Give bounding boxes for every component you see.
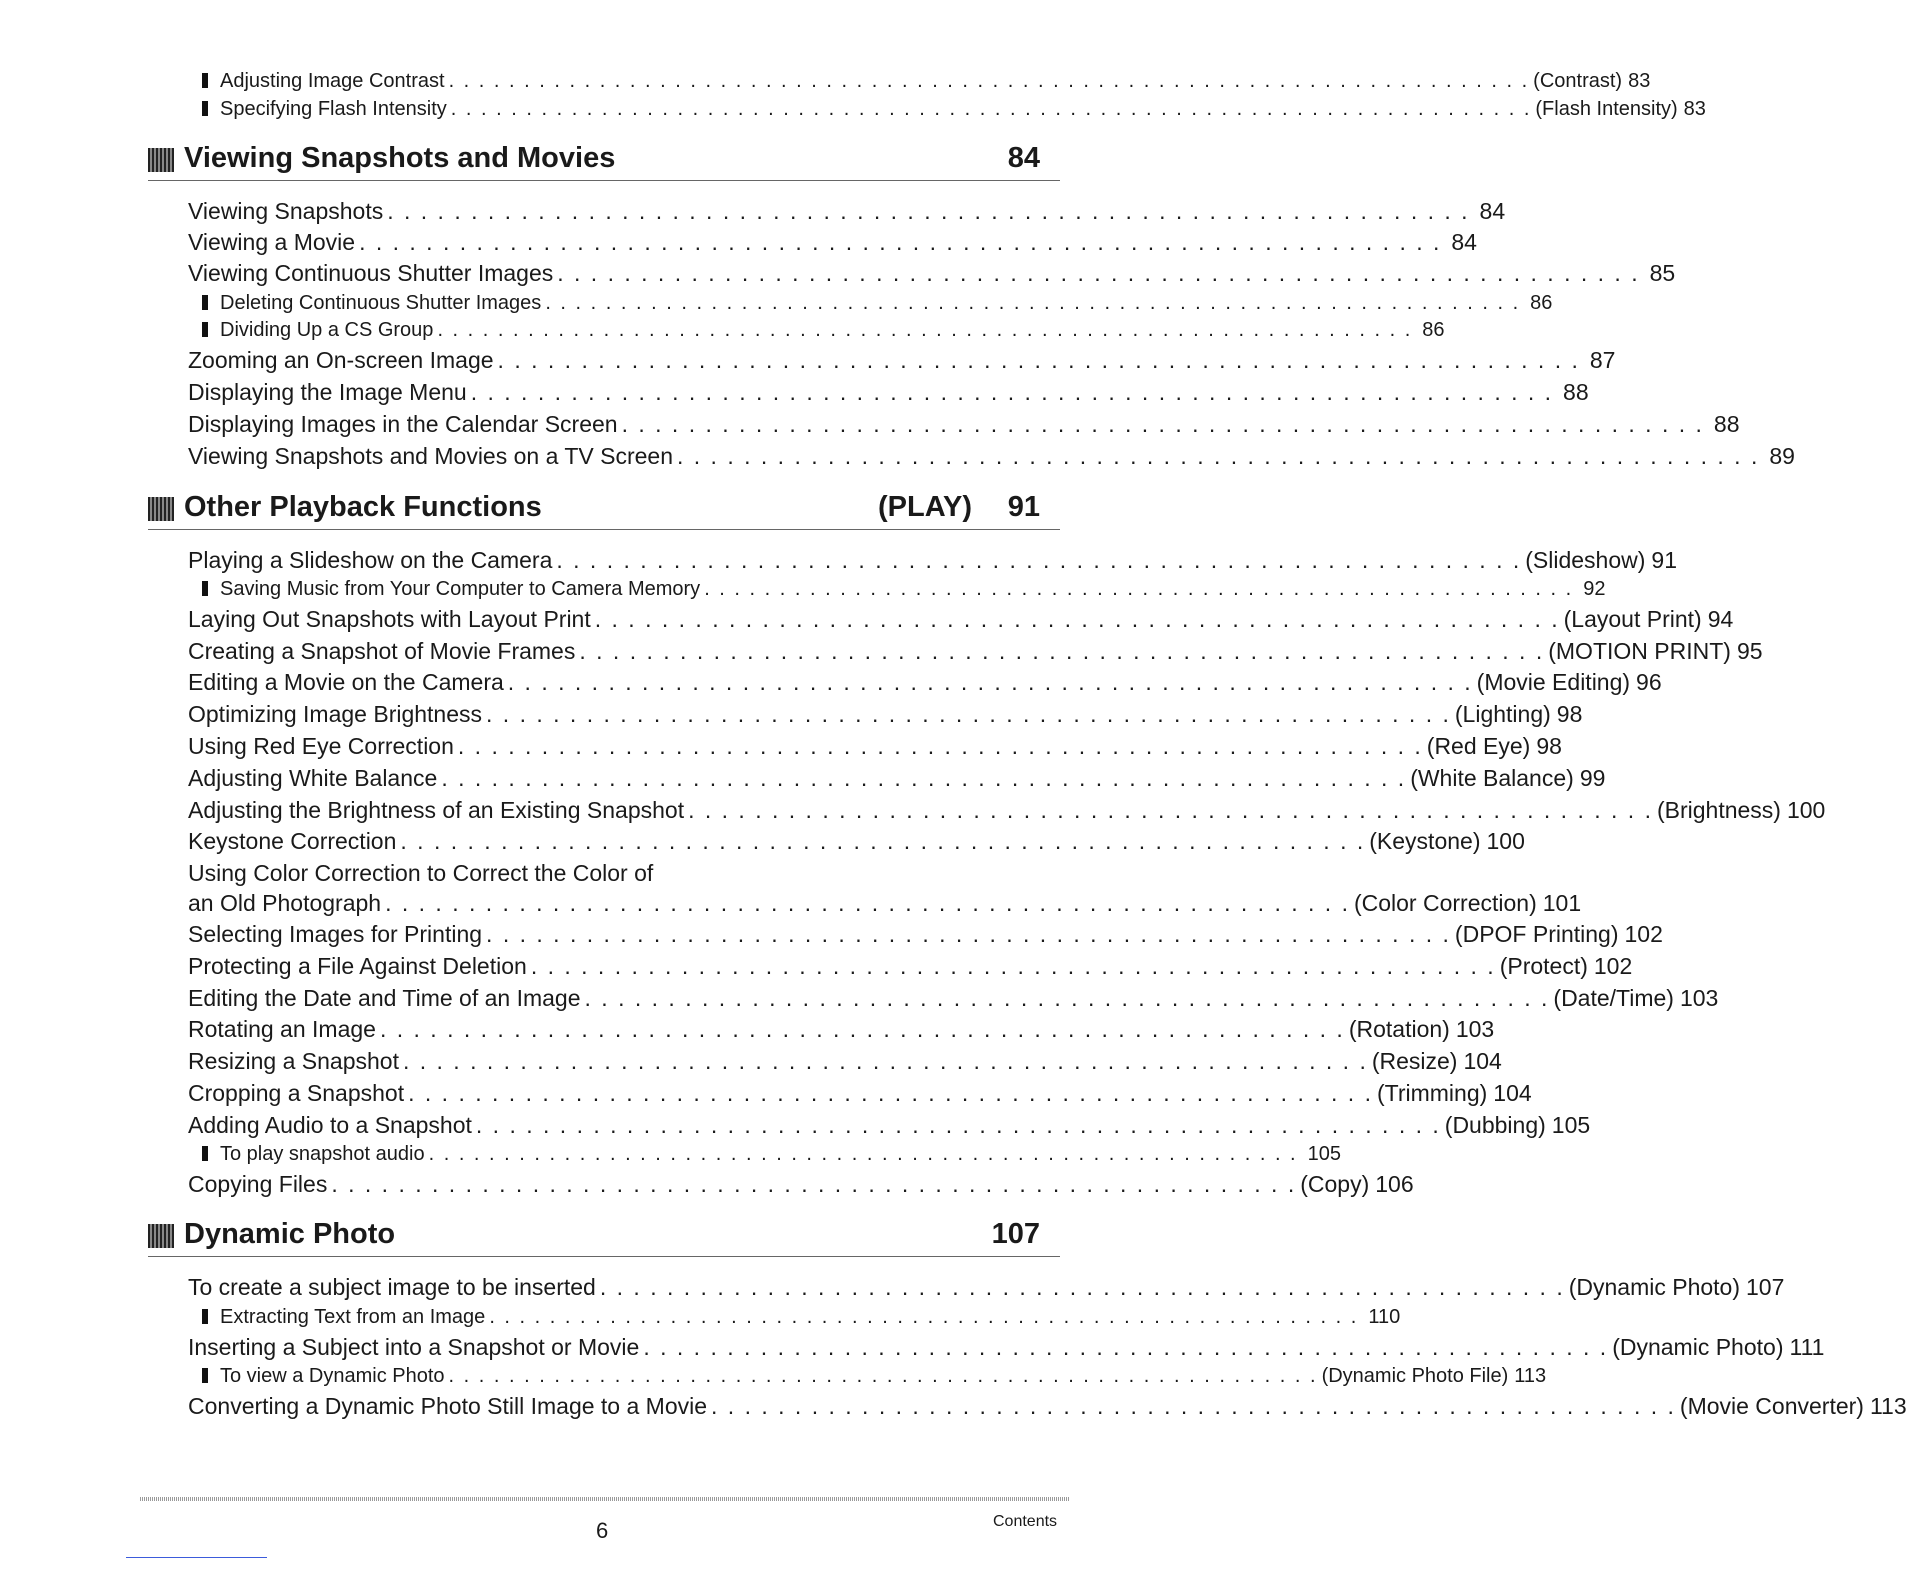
entry-page: 102 bbox=[1624, 921, 1663, 947]
entry-title: Optimizing Image Brightness bbox=[188, 701, 483, 727]
leader-dots: . . . . . . . . . . . . . . . . . . . . . . . . . . . . . . . . . . . . . . . . . . . . . . . . . . . . . . . . . . bbox=[643, 1334, 1609, 1360]
section-title: Viewing Snapshots and Movies bbox=[184, 142, 616, 174]
entry-page: 100 bbox=[1786, 797, 1826, 823]
leader-dots: . . . . . . . . . . . . . . . . . . . . . . . . . . . . . . . . . . . . . . . . . . . . . . . . . . . . . . . . . . bbox=[441, 765, 1407, 791]
entry-page: 94 bbox=[1707, 606, 1734, 632]
toc-entry[interactable] bbox=[188, 409, 1740, 439]
entry-title: Deleting Continuous Shutter Images bbox=[220, 292, 542, 314]
toc-entry[interactable] bbox=[188, 227, 1477, 257]
entry-title: To view a Dynamic Photo bbox=[220, 1365, 445, 1387]
entry-page: 96 bbox=[1636, 669, 1662, 695]
leader-dots: . . . . . . . . . . . . . . . . . . . . . . . . . . . . . . . . . . . . . . . . . . . . . . . . . . . . . . . . . . bbox=[457, 733, 1423, 759]
leader-dots: . . . . . . . . . . . . . . . . . . . . . . . . . . . . . . . . . . . . . . . . . . . . . . . . . . . . . . . . . . . . . . . . . . . . . . . . bbox=[450, 98, 1532, 120]
entry-keyword: (Red Eye) bbox=[1426, 733, 1531, 759]
entry-page: 100 bbox=[1486, 828, 1525, 854]
bullet-icon bbox=[202, 322, 208, 337]
leader-dots: . . . . . . . . . . . . . . . . . . . . . . . . . . . . . . . . . . . . . . . . . . . . . . . . . . . . . . . . . . bbox=[385, 890, 1350, 916]
leader-dots: . . . . . . . . . . . . . . . . . . . . . . . . . . . . . . . . . . . . . . . . . . . . . . . . . . . . . . . . . . bbox=[704, 578, 1574, 600]
leader-dots: . . . . . . . . . . . . . . . . . . . . . . . . . . . . . . . . . . . . . . . . . . . . . . . . . . . . . . . . . . . . . . . . . bbox=[621, 411, 1704, 437]
toc-subentry[interactable] bbox=[202, 68, 1651, 94]
section-page: 91 bbox=[1007, 491, 1040, 523]
page-number: 6 bbox=[596, 1518, 609, 1543]
entry-page: 104 bbox=[1463, 1048, 1502, 1074]
entry-keyword: (Color Correction) bbox=[1353, 890, 1537, 916]
section-marker-icon bbox=[148, 497, 174, 521]
leader-dots: . . . . . . . . . . . . . . . . . . . . . . . . . . . . . . . . . . . . . . . . . . . . . . . . . . . . . . . . . . bbox=[599, 1274, 1565, 1300]
section-marker-icon bbox=[148, 1224, 174, 1248]
section-page: 84 bbox=[1007, 142, 1040, 174]
leader-dots: . . . . . . . . . . . . . . . . . . . . . . . . . . . . . . . . . . . . . . . . . . . . . . . . . . . . . . . . . . . . . . . . . bbox=[470, 379, 1554, 405]
entry-title: Dividing Up a CS Group bbox=[220, 319, 434, 341]
entry-page: 98 bbox=[1556, 701, 1583, 727]
leader-dots: . . . . . . . . . . . . . . . . . . . . . . . . . . . . . . . . . . . . . . . . . . . . . . . . . . . . . . . . . . bbox=[584, 985, 1550, 1011]
toc-entry[interactable] bbox=[188, 377, 1589, 407]
toc-entry[interactable] bbox=[188, 258, 1676, 288]
section-keyword: (PLAY) bbox=[878, 491, 972, 523]
entry-keyword: (Lighting) bbox=[1454, 701, 1551, 727]
entry-keyword: (Resize) bbox=[1371, 1048, 1458, 1074]
bullet-icon bbox=[202, 1368, 208, 1383]
toc-subentry[interactable] bbox=[202, 317, 1445, 343]
toc-entry[interactable] bbox=[188, 763, 1606, 793]
entry-title: Adding Audio to a Snapshot bbox=[188, 1112, 472, 1138]
toc-entry[interactable] bbox=[188, 1391, 1907, 1421]
leader-dots: . . . . . . . . . . . . . . . . . . . . . . . . . . . . . . . . . . . . . . . . . . . . . . . . . . . . . . . . . . . . . . . . . bbox=[557, 260, 1640, 286]
entry-title: Inserting a Subject into a Snapshot or Movie bbox=[188, 1334, 640, 1360]
leader-dots: . . . . . . . . . . . . . . . . . . . . . . . . . . . . . . . . . . . . . . . . . . . . . . . . . . . . . . . . . . bbox=[507, 669, 1473, 695]
entry-title: Displaying Images in the Calendar Screen bbox=[188, 411, 618, 437]
leader-dots: . . . . . . . . . . . . . . . . . . . . . . . . . . . . . . . . . . . . . . . . . . . . . . . . . . . . . . . . . . . . . . . . . . . . . . . . bbox=[448, 70, 1530, 92]
toc-subentry[interactable] bbox=[202, 290, 1553, 316]
entry-title: Resizing a Snapshot bbox=[188, 1048, 399, 1074]
toc-entry[interactable] bbox=[188, 345, 1616, 375]
entry-title: Specifying Flash Intensity bbox=[220, 98, 447, 120]
entry-title: Using Red Eye Correction bbox=[188, 733, 454, 759]
toc-entry[interactable] bbox=[188, 983, 1719, 1013]
entry-page: 83 bbox=[1683, 98, 1706, 120]
entry-page: 110 bbox=[1368, 1306, 1401, 1328]
leader-dots: . . . . . . . . . . . . . . . . . . . . . . . . . . . . . . . . . . . . . . . . . . . . . . . . . . . . . . . . . . bbox=[475, 1112, 1441, 1138]
bullet-icon bbox=[202, 1309, 208, 1324]
entry-keyword: (Contrast) bbox=[1533, 70, 1623, 92]
bullet-icon bbox=[202, 101, 208, 116]
entry-title: To create a subject image to be inserted bbox=[188, 1274, 596, 1300]
entry-keyword: (Trimming) bbox=[1376, 1080, 1488, 1106]
toc-entry[interactable] bbox=[188, 1014, 1495, 1044]
toc-subentry[interactable] bbox=[202, 96, 1706, 122]
entry-title: Rotating an Image bbox=[188, 1016, 376, 1042]
entry-page: 85 bbox=[1649, 260, 1676, 286]
entry-title: Converting a Dynamic Photo Still Image to a Movie bbox=[188, 1393, 708, 1419]
entry-keyword: (Flash Intensity) bbox=[1535, 98, 1678, 120]
entry-page: 105 bbox=[1551, 1112, 1591, 1138]
entry-keyword: (DPOF Printing) bbox=[1454, 921, 1619, 947]
leader-dots: . . . . . . . . . . . . . . . . . . . . . . . . . . . . . . . . . . . . . . . . . . . . . . . . . . . . . . . . . . bbox=[428, 1143, 1298, 1165]
entry-title: Laying Out Snapshots with Layout Print bbox=[188, 606, 591, 632]
entry-page: 104 bbox=[1493, 1080, 1532, 1106]
entry-title: Saving Music from Your Computer to Camera Memory bbox=[220, 578, 701, 600]
toc-entry[interactable] bbox=[188, 545, 1677, 575]
leader-dots: . . . . . . . . . . . . . . . . . . . . . . . . . . . . . . . . . . . . . . . . . . . . . . . . . . . . . . . . . . bbox=[579, 638, 1545, 664]
toc-entry[interactable] bbox=[188, 826, 1525, 856]
bullet-icon bbox=[202, 581, 208, 596]
entry-title: Cropping a Snapshot bbox=[188, 1080, 405, 1106]
entry-title: Selecting Images for Printing bbox=[188, 921, 483, 947]
section-title: Dynamic Photo bbox=[184, 1218, 396, 1250]
entry-page: 111 bbox=[1789, 1334, 1825, 1360]
entry-page: 92 bbox=[1583, 578, 1606, 600]
entry-title-continued: an Old Photograph bbox=[188, 890, 382, 916]
entry-page: 95 bbox=[1736, 638, 1763, 664]
leader-dots: . . . . . . . . . . . . . . . . . . . . . . . . . . . . . . . . . . . . . . . . . . . . . . . . . . . . . . . . . . bbox=[402, 1048, 1368, 1074]
toc-entry[interactable] bbox=[188, 795, 1826, 825]
entry-keyword: (Copy) bbox=[1300, 1171, 1370, 1197]
entry-title: Adjusting Image Contrast bbox=[220, 70, 445, 92]
entry-keyword: (Dynamic Photo) bbox=[1568, 1274, 1741, 1300]
entry-page: 84 bbox=[1451, 229, 1477, 255]
entry-title: To play snapshot audio bbox=[220, 1143, 425, 1165]
section-heading-viewing[interactable] bbox=[148, 140, 1060, 181]
toc-entry[interactable] bbox=[188, 1272, 1785, 1302]
entry-keyword: (Date/Time) bbox=[1553, 985, 1674, 1011]
entry-keyword: (Dynamic Photo File) bbox=[1321, 1365, 1509, 1387]
entry-page: 107 bbox=[1746, 1274, 1785, 1300]
leader-dots: . . . . . . . . . . . . . . . . . . . . . . . . . . . . . . . . . . . . . . . . . . . . . . . . . . . . . . . . . . bbox=[688, 797, 1653, 823]
entry-title: Creating a Snapshot of Movie Frames bbox=[188, 638, 576, 664]
toc-entry[interactable] bbox=[188, 919, 1663, 949]
toc-entry[interactable] bbox=[188, 196, 1506, 226]
entry-title: Adjusting the Brightness of an Existing Snapshot bbox=[188, 797, 685, 823]
leader-dots: . . . . . . . . . . . . . . . . . . . . . . . . . . . . . . . . . . . . . . . . . . . . . . . . . . . . . . . . . . bbox=[594, 606, 1560, 632]
leader-dots: . . . . . . . . . . . . . . . . . . . . . . . . . . . . . . . . . . . . . . . . . . . . . . . . . . . . . . . . . . bbox=[556, 547, 1522, 573]
toc-entry[interactable] bbox=[188, 1169, 1414, 1199]
entry-title: Displaying the Image Menu bbox=[188, 379, 467, 405]
entry-page: 88 bbox=[1713, 411, 1740, 437]
entry-page: 99 bbox=[1579, 765, 1606, 791]
entry-page: 105 bbox=[1307, 1143, 1341, 1165]
entry-title: Editing a Movie on the Camera bbox=[188, 669, 504, 695]
section-marker-icon bbox=[148, 148, 174, 172]
toc-entry[interactable] bbox=[188, 441, 1795, 471]
entry-page: 84 bbox=[1479, 198, 1506, 224]
entry-keyword: (Brightness) bbox=[1656, 797, 1781, 823]
entry-page: 103 bbox=[1679, 985, 1719, 1011]
leader-dots: . . . . . . . . . . . . . . . . . . . . . . . . . . . . . . . . . . . . . . . . . . . . . . . . . . . . . . . . . . bbox=[379, 1016, 1345, 1042]
entry-page: 103 bbox=[1455, 1016, 1495, 1042]
leader-dots: . . . . . . . . . . . . . . . . . . . . . . . . . . . . . . . . . . . . . . . . . . . . . . . . . . . . . . . . . . bbox=[331, 1171, 1297, 1197]
toc-subentry[interactable] bbox=[202, 1363, 1547, 1389]
entry-page: 113 bbox=[1514, 1365, 1547, 1387]
leader-dots: . . . . . . . . . . . . . . . . . . . . . . . . . . . . . . . . . . . . . . . . . . . . . . . . . . . . . . . . . . . . . . . . . bbox=[545, 292, 1521, 314]
entry-keyword: (Layout Print) bbox=[1563, 606, 1702, 632]
toc-entry[interactable] bbox=[188, 1332, 1825, 1362]
entry-page: 89 bbox=[1769, 443, 1795, 469]
footer-section-name: Contents bbox=[993, 1513, 1058, 1530]
entry-page: 102 bbox=[1593, 953, 1633, 979]
leader-dots: . . . . . . . . . . . . . . . . . . . . . . . . . . . . . . . . . . . . . . . . . . . . . . . . . . . . . . . . . . bbox=[530, 953, 1496, 979]
section-title: Other Playback Functions bbox=[184, 491, 542, 523]
entry-keyword: (Protect) bbox=[1499, 953, 1588, 979]
leader-dots: . . . . . . . . . . . . . . . . . . . . . . . . . . . . . . . . . . . . . . . . . . . . . . . . . . . . . . . . . . . . . . . . . bbox=[677, 443, 1760, 469]
leader-dots: . . . . . . . . . . . . . . . . . . . . . . . . . . . . . . . . . . . . . . . . . . . . . . . . . . . . . . . . . . bbox=[489, 1306, 1359, 1328]
toc-entry[interactable] bbox=[188, 731, 1562, 761]
entry-page: 98 bbox=[1536, 733, 1562, 759]
entry-keyword: (Dynamic Photo) bbox=[1612, 1334, 1784, 1360]
entry-title: Playing a Slideshow on the Camera bbox=[188, 547, 553, 573]
bullet-icon bbox=[202, 295, 208, 310]
section-heading-dynamic-photo[interactable] bbox=[148, 1216, 1060, 1257]
entry-keyword: (Rotation) bbox=[1348, 1016, 1450, 1042]
leader-dots: . . . . . . . . . . . . . . . . . . . . . . . . . . . . . . . . . . . . . . . . . . . . . . . . . . . . . . . . . . . . . . . . . bbox=[497, 347, 1580, 373]
leader-dots: . . . . . . . . . . . . . . . . . . . . . . . . . . . . . . . . . . . . . . . . . . . . . . . . . . . . . . . . . . . . . . . . . bbox=[359, 229, 1442, 255]
entry-page: 101 bbox=[1542, 890, 1582, 916]
section-heading-playback[interactable] bbox=[148, 489, 1060, 530]
toc-entry[interactable] bbox=[188, 1046, 1502, 1076]
entry-title: Copying Files bbox=[188, 1171, 328, 1197]
entry-page: 91 bbox=[1651, 547, 1677, 573]
entry-keyword: (Dubbing) bbox=[1444, 1112, 1546, 1138]
toc-entry[interactable] bbox=[188, 858, 1582, 918]
toc-entry[interactable] bbox=[188, 667, 1662, 697]
toc-subentry[interactable] bbox=[202, 1141, 1341, 1167]
entry-page: 86 bbox=[1530, 292, 1553, 314]
entry-page: 87 bbox=[1589, 347, 1616, 373]
entry-page: 83 bbox=[1628, 70, 1651, 92]
leader-dots: . . . . . . . . . . . . . . . . . . . . . . . . . . . . . . . . . . . . . . . . . . . . . . . . . . . . . . . . . . bbox=[408, 1080, 1373, 1106]
bullet-icon bbox=[202, 73, 208, 88]
toc-entry[interactable] bbox=[188, 699, 1583, 729]
leader-dots: . . . . . . . . . . . . . . . . . . . . . . . . . . . . . . . . . . . . . . . . . . . . . . . . . . . . . . . . . . bbox=[448, 1365, 1318, 1387]
entry-title: Editing the Date and Time of an Image bbox=[188, 985, 581, 1011]
toc-subentry[interactable] bbox=[202, 1304, 1401, 1330]
leader-dots: . . . . . . . . . . . . . . . . . . . . . . . . . . . . . . . . . . . . . . . . . . . . . . . . . . . . . . . . . . bbox=[711, 1393, 1676, 1419]
entry-keyword: (White Balance) bbox=[1410, 765, 1574, 791]
toc-subentry[interactable] bbox=[202, 576, 1606, 602]
entry-title: Zooming an On-screen Image bbox=[188, 347, 494, 373]
leader-dots: . . . . . . . . . . . . . . . . . . . . . . . . . . . . . . . . . . . . . . . . . . . . . . . . . . . . . . . . . . . . . . . . . bbox=[437, 319, 1413, 341]
entry-keyword: (Movie Converter) bbox=[1679, 1393, 1864, 1419]
toc-entry[interactable] bbox=[188, 604, 1734, 634]
entry-keyword: (Keystone) bbox=[1369, 828, 1481, 854]
entry-keyword: (Slideshow) bbox=[1525, 547, 1646, 573]
section-page: 107 bbox=[991, 1218, 1040, 1250]
toc-entry[interactable] bbox=[188, 1078, 1532, 1108]
toc-entry[interactable] bbox=[188, 636, 1763, 666]
entry-page: 88 bbox=[1563, 379, 1589, 405]
entry-page: 86 bbox=[1422, 319, 1445, 341]
entry-title: Viewing a Movie bbox=[188, 229, 356, 255]
entry-page: 106 bbox=[1375, 1171, 1414, 1197]
entry-title: Viewing Snapshots bbox=[188, 198, 384, 224]
entry-title: Adjusting White Balance bbox=[188, 765, 438, 791]
leader-dots: . . . . . . . . . . . . . . . . . . . . . . . . . . . . . . . . . . . . . . . . . . . . . . . . . . . . . . . . . . bbox=[400, 828, 1366, 854]
entry-keyword: (MOTION PRINT) bbox=[1548, 638, 1731, 664]
entry-title: Extracting Text from an Image bbox=[220, 1306, 486, 1328]
entry-page: 113 bbox=[1869, 1393, 1907, 1419]
leader-dots: . . . . . . . . . . . . . . . . . . . . . . . . . . . . . . . . . . . . . . . . . . . . . . . . . . . . . . . . . . bbox=[486, 701, 1451, 727]
entry-title: Viewing Snapshots and Movies on a TV Screen bbox=[188, 443, 673, 469]
footnote-rule bbox=[126, 1557, 267, 1558]
leader-dots: . . . . . . . . . . . . . . . . . . . . . . . . . . . . . . . . . . . . . . . . . . . . . . . . . . . . . . . . . . bbox=[486, 921, 1451, 947]
toc-entry[interactable] bbox=[188, 951, 1633, 981]
leader-dots: . . . . . . . . . . . . . . . . . . . . . . . . . . . . . . . . . . . . . . . . . . . . . . . . . . . . . . . . . . . . . . . . . bbox=[387, 198, 1470, 224]
entry-title: Protecting a File Against Deletion bbox=[188, 953, 527, 979]
bullet-icon bbox=[202, 1146, 208, 1161]
footer-divider bbox=[140, 1497, 1070, 1501]
entry-keyword: (Movie Editing) bbox=[1476, 669, 1631, 695]
entry-title: Using Color Correction to Correct the Color of bbox=[188, 860, 654, 886]
entry-title: Viewing Continuous Shutter Images bbox=[188, 260, 554, 286]
toc-entry[interactable] bbox=[188, 1110, 1591, 1140]
entry-title: Keystone Correction bbox=[188, 828, 397, 854]
